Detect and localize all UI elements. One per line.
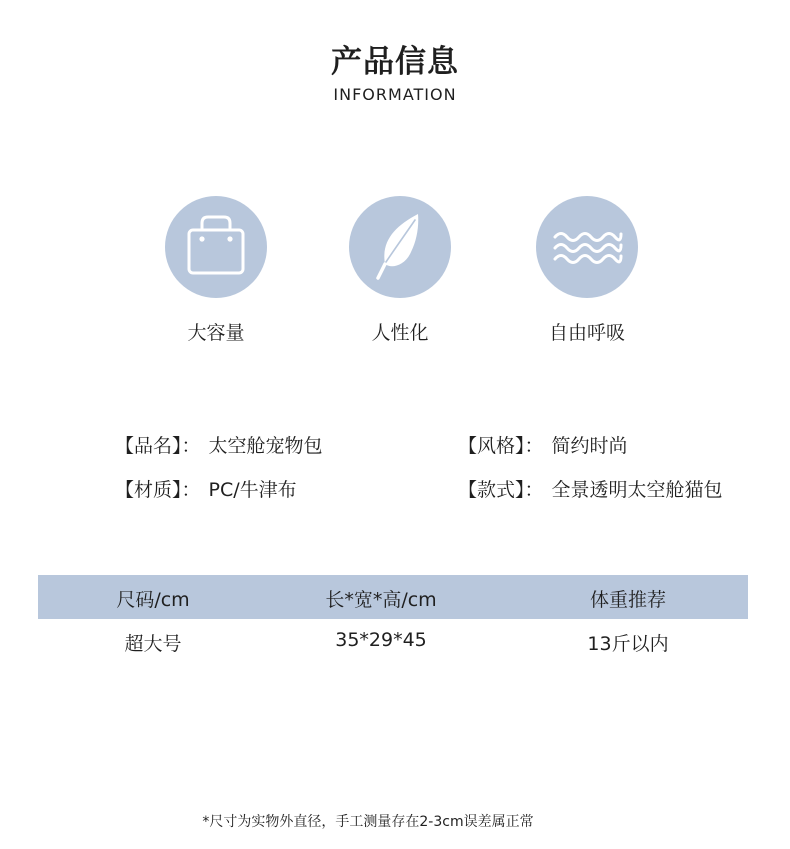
table-cell-size: 超大号 (124, 633, 182, 655)
column-header-dimensions: 长*宽*高/cm (325, 589, 437, 611)
page-subtitle: INFORMATION (333, 85, 457, 104)
handbag-icon (165, 196, 267, 298)
feature-circle (349, 196, 451, 298)
spec-key: 【款式】： (458, 479, 544, 501)
page-title: 产品信息 (331, 44, 459, 80)
feature-circle (536, 196, 638, 298)
table-cell-dimensions: 35*29*45 (335, 629, 427, 651)
column-header-weight: 体重推荐 (589, 589, 666, 611)
spec-key: 【风格】： (458, 435, 544, 457)
spec-material (115, 475, 297, 502)
spec-value: 太空舱宠物包 (208, 435, 323, 457)
spec-key: 【品名】： (115, 435, 201, 457)
leaf-icon (349, 196, 451, 298)
spec-style (458, 431, 628, 458)
footnote: *尺寸为实物外直径，手工测量存在2-3cm误差属正常 (202, 814, 534, 830)
spec-value: 简约时尚 (551, 435, 628, 457)
spec-model (458, 475, 723, 502)
feature-label: 人性化 (371, 322, 429, 344)
waves-icon (536, 196, 638, 298)
feature-ergonomic (320, 196, 480, 345)
spec-product-name (115, 431, 323, 458)
feature-label: 大容量 (187, 322, 245, 344)
spec-value: PC/牛津布 (208, 479, 297, 501)
column-header-size: 尺码/cm (116, 589, 190, 611)
feature-capacity (136, 196, 296, 345)
table-row (38, 627, 748, 657)
size-table-header (38, 575, 748, 619)
feature-breathable (507, 196, 667, 345)
feature-circle (165, 196, 267, 298)
table-cell-weight: 13斤以内 (587, 633, 669, 655)
spec-key: 【材质】： (115, 479, 201, 501)
spec-value: 全景透明太空舱猫包 (551, 479, 723, 501)
feature-label: 自由呼吸 (548, 322, 625, 344)
